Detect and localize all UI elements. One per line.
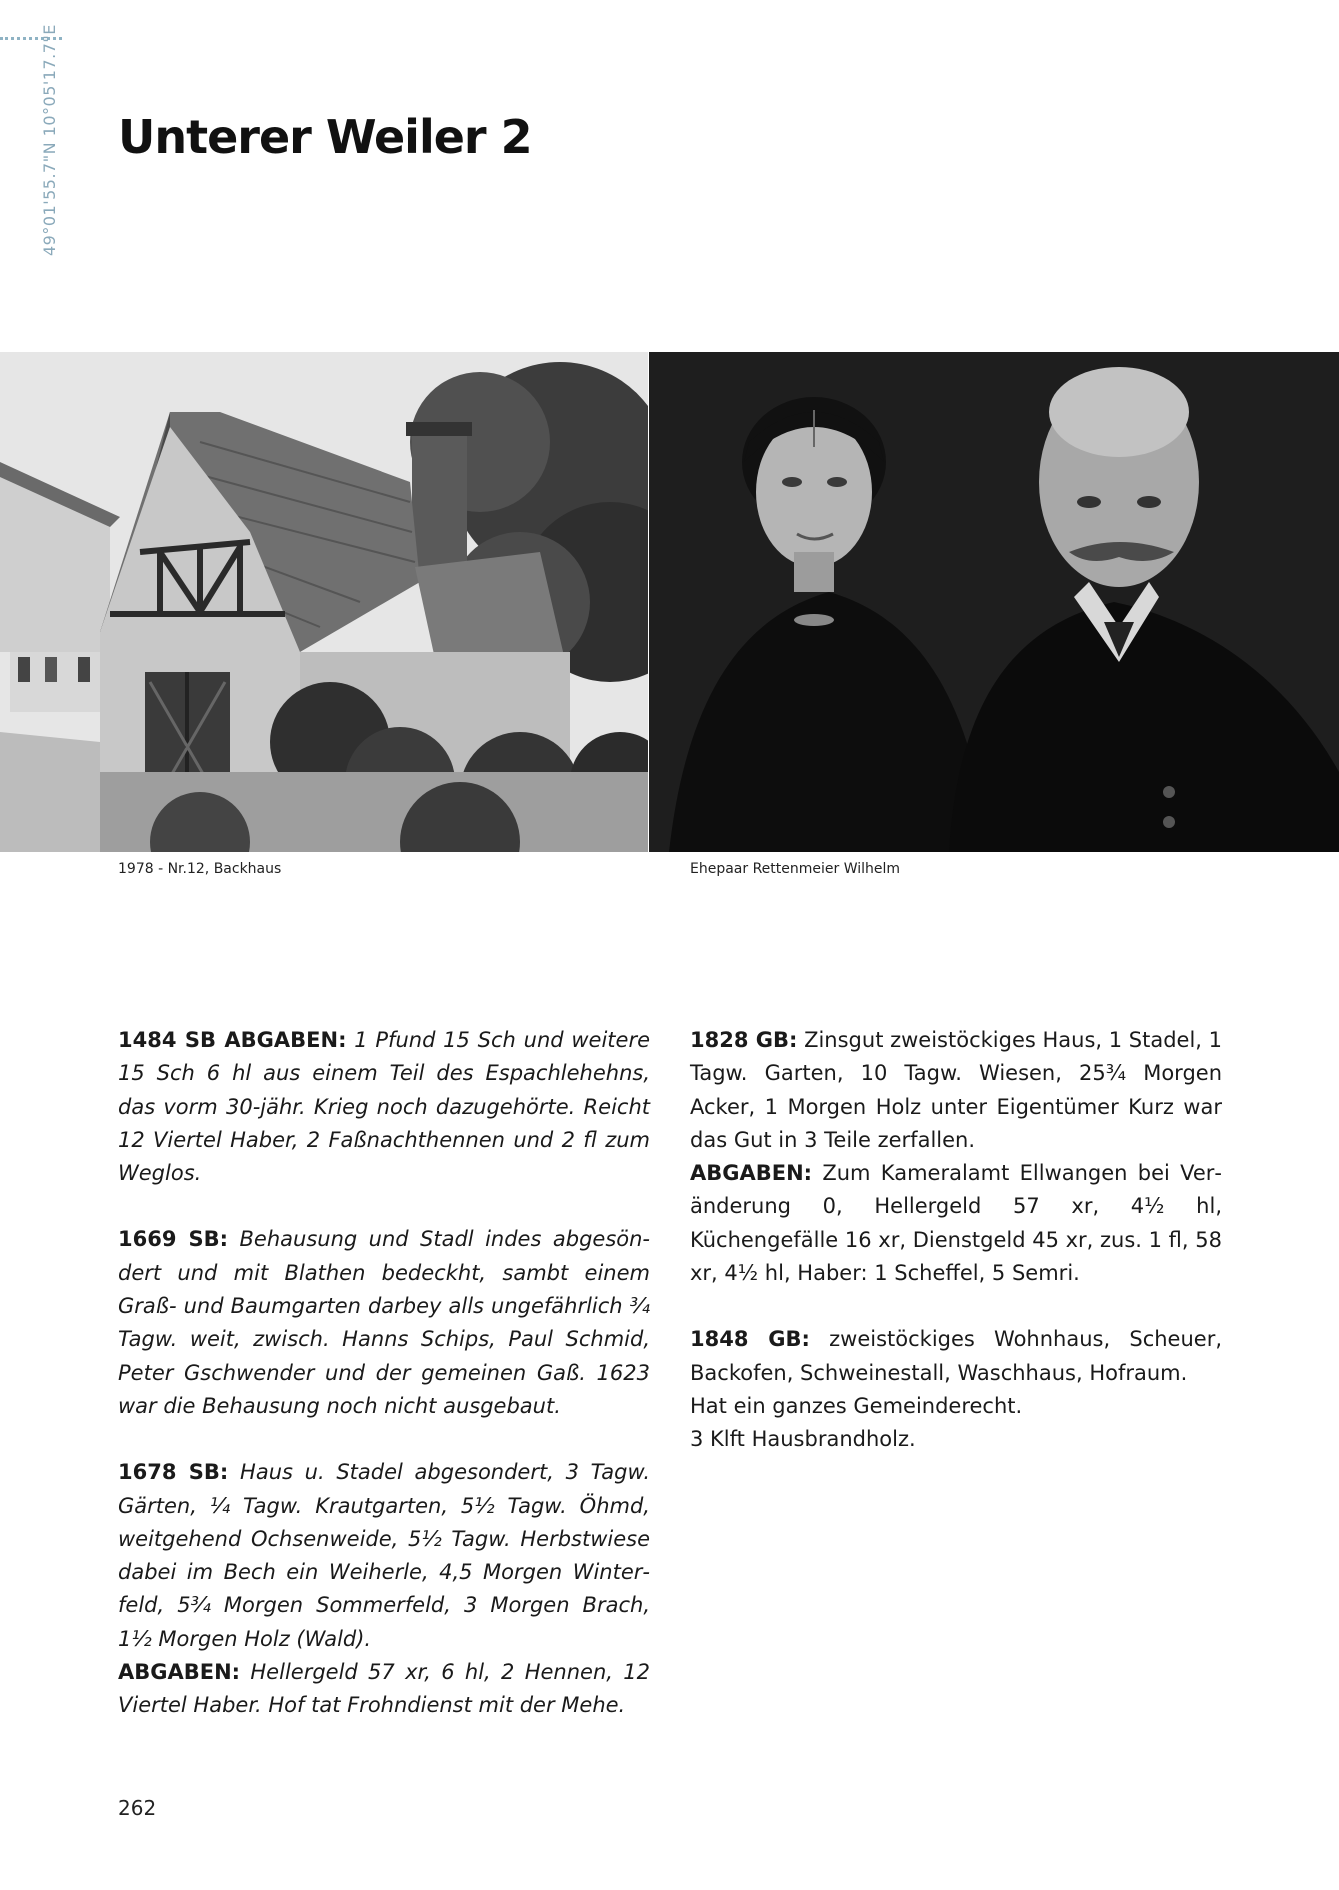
- gps-coordinates: 49°01'55.7"N 10°05'17.7"E: [40, 24, 59, 256]
- entry-label: 1828 GB:: [690, 1028, 798, 1052]
- entry-1669: [118, 1223, 650, 1423]
- entry-label: 1848 GB:: [690, 1327, 810, 1352]
- right-photo-caption: Ehepaar Rettenmeier Wilhelm: [690, 861, 901, 877]
- entry-label: ABGABEN:: [118, 1660, 241, 1685]
- page-title: Unterer Weiler 2: [118, 110, 532, 164]
- entry-text: Behausung und Stadl indes abgesöndert und mit Blathen bedeckht, sambt einem Graß- und Baumgarten darbey alls ungefährlich ¾ Tagw. weit, zwisch. Hanns Schips, Paul Schmid, Peter Gschwender und der gemeinen Gaß. 1623 war die Behausung noch nicht ausgebaut.: [118, 1227, 650, 1418]
- entry-1848-line2: Hat ein ganzes Gemeinderecht.: [690, 1393, 1023, 1418]
- entry-label: ABGABEN:: [690, 1161, 813, 1186]
- couple-portrait-photo: [649, 352, 1339, 852]
- left-photo-caption: 1978 - Nr.12, Backhaus: [118, 861, 282, 877]
- right-text-column: [690, 1024, 1222, 1457]
- entry-1678-abgaben: [118, 1656, 650, 1723]
- bakehouse-photo: [0, 352, 648, 852]
- entry-1828: [690, 1024, 1222, 1157]
- left-text-column: [118, 1024, 650, 1723]
- entry-1828-abgaben: [690, 1157, 1222, 1290]
- entry-1678: [118, 1456, 650, 1656]
- entry-label: 1678 SB:: [118, 1460, 229, 1485]
- entry-label: 1669 SB:: [118, 1227, 229, 1252]
- entry-text: Zum Kameralamt Ellwangen bei Veränderung 0, Hellergeld 57 xr, 4½ hl, Küchengefälle 16 xr, Dienstgeld 45 xr, zus. 1 fl, 58 xr, 4½ hl, Haber: 1 Scheffel, 5 Semri.: [690, 1161, 1222, 1286]
- entry-text: Zinsgut zweistöckiges Haus, 1 Stadel, 1 Tagw. Garten, 10 Tagw. Wiesen, 25¾ Morgen Acker, 1 Morgen Holz unter Eigentümer Kurz war das Gut in 3 Teile zerfallen.: [690, 1028, 1223, 1152]
- entry-1848-line3: 3 Klft Hausbrandholz.: [690, 1427, 916, 1452]
- entry-1848: [690, 1323, 1222, 1390]
- entry-text: zweistöckiges Wohnhaus, Scheuer, Backofen, Schweinestall, Waschhaus, Hofraum.: [690, 1327, 1223, 1385]
- entry-label: 1484 SB ABGABEN:: [118, 1028, 347, 1052]
- entry-1484: [118, 1024, 650, 1190]
- entry-text: Hellergeld 57 xr, 6 hl, 2 Hennen, 12 Viertel Haber. Hof tat Frohndienst mit der Mehe.: [118, 1660, 650, 1718]
- entry-text: 1 Pfund 15 Sch und weitere 15 Sch 6 hl aus einem Teil des Espachlehehns, das vorm 30-jähr. Krieg noch dazugehörte. Reicht 12 Viertel Haber, 2 Faßnachthennen und 2 fl zum Weglos.: [118, 1028, 650, 1186]
- entry-text: Haus u. Stadel abgesondert, 3 Tagw. Gärten, ¼ Tagw. Krautgarten, 5½ Tagw. Öhmd, weitgehend Ochsenweide, 5½ Tagw. Herbstwiese dabei im Bech ein Weiherle, 4,5 Morgen Winterfeld, 5¾ Morgen Sommerfeld, 3 Morgen Brach, 1½ Morgen Holz (Wald).: [118, 1460, 650, 1651]
- page-number: 262: [118, 1796, 157, 1820]
